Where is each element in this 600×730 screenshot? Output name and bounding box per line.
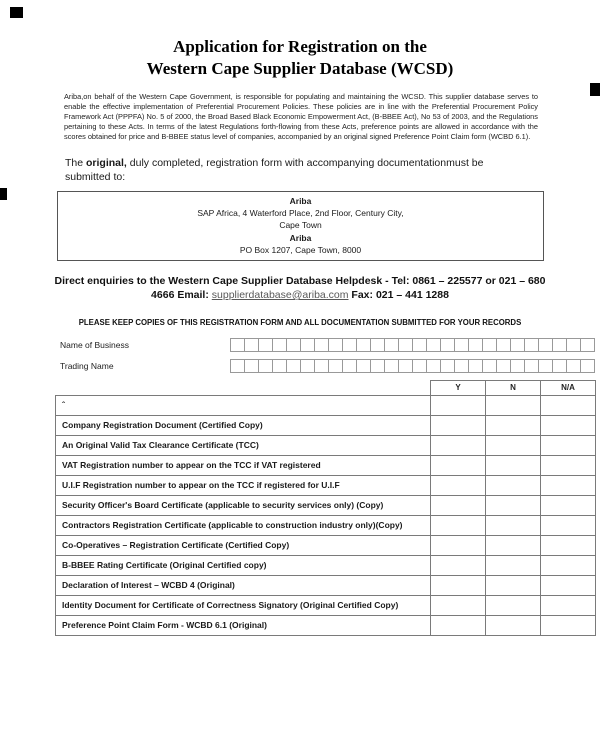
address-org-2: Ariba [289, 232, 312, 243]
char-cell[interactable] [356, 359, 371, 373]
submission-address-box [57, 191, 544, 262]
answer-cell-y[interactable] [431, 555, 486, 575]
checklist-row [56, 515, 596, 535]
checklist-row [56, 615, 596, 635]
char-cell[interactable] [496, 338, 511, 352]
answer-cell-y[interactable] [431, 475, 486, 495]
checklist-header-spacer [56, 380, 431, 395]
scan-artifact-left [0, 188, 7, 200]
char-cell[interactable] [412, 359, 427, 373]
char-cell[interactable] [314, 338, 329, 352]
char-cell[interactable] [328, 359, 343, 373]
checklist-item-label: Identity Document for Certificate of Correctness Signatory (Original Certified Copy) [56, 595, 431, 615]
submission-prefix: The [65, 157, 87, 170]
field-row [60, 358, 600, 374]
checklist-row [56, 435, 596, 455]
email-link[interactable]: supplierdatabase@ariba.com [211, 288, 349, 301]
char-cell[interactable] [272, 359, 287, 373]
field-label: Trading Name [60, 360, 114, 371]
char-cell[interactable] [538, 359, 553, 373]
char-cell[interactable] [510, 359, 525, 373]
answer-cell-n[interactable] [486, 575, 541, 595]
char-cell[interactable] [440, 359, 455, 373]
answer-cell-n[interactable] [486, 455, 541, 475]
answer-cell-y[interactable] [431, 395, 486, 415]
checklist-row [56, 595, 596, 615]
char-grid [230, 338, 595, 352]
checklist-item-label: Contractors Registration Certificate (applicable to construction industry only)(Copy) [56, 515, 431, 535]
char-cell[interactable] [524, 359, 539, 373]
column-header-n: N [486, 380, 541, 395]
submission-suffix: duly completed, registration form with accompanying documentationmust be submitted to: [65, 157, 484, 184]
answer-cell-na[interactable] [541, 615, 596, 635]
column-header-na: N/A [541, 380, 596, 395]
answer-cell-na[interactable] [541, 575, 596, 595]
answer-cell-na[interactable] [541, 535, 596, 555]
char-grid [230, 359, 595, 373]
char-cell[interactable] [398, 359, 413, 373]
document-title [0, 36, 600, 80]
documents-checklist [55, 380, 596, 636]
answer-cell-n[interactable] [486, 415, 541, 435]
char-cell[interactable] [552, 338, 567, 352]
answer-cell-y[interactable] [431, 495, 486, 515]
answer-cell-y[interactable] [431, 455, 486, 475]
answer-cell-na[interactable] [541, 515, 596, 535]
answer-cell-na[interactable] [541, 475, 596, 495]
checklist-item-label: An Original Valid Tax Clearance Certificate (TCC) [56, 435, 431, 455]
enquiries-text: Direct enquiries to the Western Cape Supplier Database Helpdesk - Tel: 0861 – 225577 or 021 – 680 4666 [54, 275, 546, 301]
char-cell[interactable] [370, 338, 385, 352]
char-cell[interactable] [426, 338, 441, 352]
answer-cell-n[interactable] [486, 435, 541, 455]
char-cell[interactable] [328, 338, 343, 352]
char-cell[interactable] [426, 359, 441, 373]
address-city: Cape Town [279, 220, 322, 231]
checklist-row [56, 395, 596, 415]
field-row [60, 337, 600, 353]
checklist-item-label: Co-Operatives – Registration Certificate (Certified Copy) [56, 535, 431, 555]
address-street: SAP Africa, 4 Waterford Place, 2nd Floor, Century City, [197, 208, 404, 218]
answer-cell-n[interactable] [486, 595, 541, 615]
checklist-item-label: ˆ [56, 395, 431, 415]
char-cell[interactable] [454, 338, 469, 352]
business-name-fields [60, 337, 600, 374]
char-cell[interactable] [356, 338, 371, 352]
char-cell[interactable] [230, 338, 245, 352]
checklist-header-row [56, 380, 596, 395]
checklist-row [56, 555, 596, 575]
answer-cell-y[interactable] [431, 435, 486, 455]
char-cell[interactable] [300, 338, 315, 352]
answer-cell-na[interactable] [541, 455, 596, 475]
char-cell[interactable] [398, 338, 413, 352]
answer-cell-n[interactable] [486, 535, 541, 555]
checklist-item-label: Preference Point Claim Form - WCBD 6.1 (Original) [56, 615, 431, 635]
char-cell[interactable] [412, 338, 427, 352]
char-cell[interactable] [286, 338, 301, 352]
char-cell[interactable] [580, 338, 595, 352]
answer-cell-y[interactable] [431, 515, 486, 535]
checklist-item-label: Security Officer's Board Certificate (applicable to security services only) (Copy) [56, 495, 431, 515]
char-cell[interactable] [272, 338, 287, 352]
checklist-item-label: Declaration of Interest – WCBD 4 (Original) [56, 575, 431, 595]
answer-cell-na[interactable] [541, 435, 596, 455]
char-cell[interactable] [384, 338, 399, 352]
answer-cell-n[interactable] [486, 615, 541, 635]
checklist-item-label: B-BBEE Rating Certificate (Original Certified copy) [56, 555, 431, 575]
answer-cell-y[interactable] [431, 615, 486, 635]
answer-cell-na[interactable] [541, 415, 596, 435]
char-cell[interactable] [538, 338, 553, 352]
address-org-1: Ariba [289, 195, 312, 206]
intro-paragraph: Ariba,on behalf of the Western Cape Government, is responsible for populating and maintaining the WCSD. This supplier database serves to enable the effective implementation of Preferential Procurement Policies. These policies are in line with the Preferential Procurement Policy Framework Act (PPPFA) No. 5 of 2000, the Broad Based Black Economic Empowerment Act, (B-BBEE Act), No 53 of 2003, and the Regulations pertaining to these Acts. In terms of the latest Regulations forth-flowing from these Acts, preference points are allowed in accordance with the scores obtained for price and B-BBEE status level of companies, accompanied by an original signed Preference Point Claim form (WCBD 6.1). [64, 92, 538, 141]
scan-artifact-top-left [10, 7, 23, 18]
fax-label: Fax: [348, 288, 376, 301]
char-cell[interactable] [468, 359, 483, 373]
checklist-row [56, 495, 596, 515]
answer-cell-n[interactable] [486, 515, 541, 535]
char-cell[interactable] [314, 359, 329, 373]
field-label: Name of Business [60, 339, 129, 350]
email-label: Email: [177, 288, 212, 301]
checklist-row [56, 535, 596, 555]
answer-cell-y[interactable] [431, 535, 486, 555]
char-cell[interactable] [342, 359, 357, 373]
char-cell[interactable] [566, 359, 581, 373]
checklist-row [56, 455, 596, 475]
scan-artifact-right [590, 83, 600, 96]
char-cell[interactable] [342, 338, 357, 352]
char-cell[interactable] [482, 359, 497, 373]
char-cell[interactable] [510, 338, 525, 352]
answer-cell-n[interactable] [486, 395, 541, 415]
char-cell[interactable] [440, 338, 455, 352]
checklist-row [56, 415, 596, 435]
checklist-body [56, 395, 596, 635]
char-cell[interactable] [482, 338, 497, 352]
char-cell[interactable] [230, 359, 245, 373]
char-cell[interactable] [300, 359, 315, 373]
submission-bold-word: original, [86, 157, 127, 170]
char-cell[interactable] [566, 338, 581, 352]
address-postal: PO Box 1207, Cape Town, 8000 [239, 244, 362, 255]
keep-copies-notice: PLEASE KEEP COPIES OF THIS REGISTRATION FORM AND ALL DOCUMENTATION SUBMITTED FOR YOUR RECORDS [78, 317, 522, 327]
answer-cell-y[interactable] [431, 595, 486, 615]
answer-cell-na[interactable] [541, 555, 596, 575]
checklist-item-label: Company Registration Document (Certified Copy) [56, 415, 431, 435]
checklist-row [56, 575, 596, 595]
char-cell[interactable] [258, 359, 273, 373]
answer-cell-na[interactable] [541, 495, 596, 515]
char-cell[interactable] [552, 359, 567, 373]
char-cell[interactable] [244, 359, 259, 373]
char-cell[interactable] [454, 359, 469, 373]
checklist-item-label: U.I.F Registration number to appear on the TCC if registered for U.I.F [56, 475, 431, 495]
answer-cell-y[interactable] [431, 415, 486, 435]
char-cell[interactable] [286, 359, 301, 373]
answer-cell-na[interactable] [541, 395, 596, 415]
answer-cell-n[interactable] [486, 475, 541, 495]
title-line-2: Western Cape Supplier Database (WCSD) [146, 59, 454, 79]
helpdesk-enquiries [50, 275, 550, 302]
char-cell[interactable] [496, 359, 511, 373]
char-cell[interactable] [580, 359, 595, 373]
answer-cell-n[interactable] [486, 495, 541, 515]
char-cell[interactable] [468, 338, 483, 352]
submission-instruction [65, 157, 530, 184]
char-cell[interactable] [244, 338, 259, 352]
char-cell[interactable] [384, 359, 399, 373]
char-cell[interactable] [258, 338, 273, 352]
char-cell[interactable] [370, 359, 385, 373]
title-line-1: Application for Registration on the [173, 37, 427, 56]
answer-cell-n[interactable] [486, 555, 541, 575]
column-header-y: Y [431, 380, 486, 395]
answer-cell-y[interactable] [431, 575, 486, 595]
fax-number: 021 – 441 1288 [375, 288, 449, 301]
checklist-row [56, 475, 596, 495]
answer-cell-na[interactable] [541, 595, 596, 615]
checklist-item-label: VAT Registration number to appear on the TCC if VAT registered [56, 455, 431, 475]
char-cell[interactable] [524, 338, 539, 352]
